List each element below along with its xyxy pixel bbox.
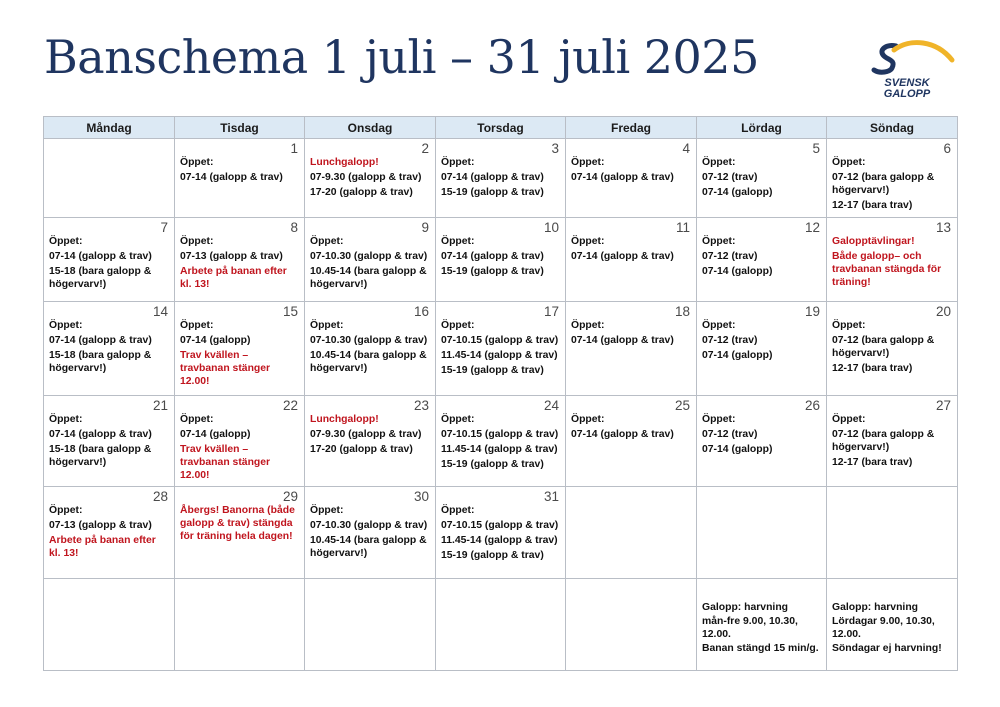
empty-cell bbox=[305, 579, 436, 671]
day-number: 27 bbox=[935, 398, 951, 413]
schedule-line: Öppet: bbox=[180, 414, 214, 425]
day-cell bbox=[305, 302, 436, 396]
schedule-line: Öppet: bbox=[180, 157, 214, 168]
logo-swoosh-icon bbox=[866, 40, 958, 80]
svensk-galopp-logo bbox=[866, 40, 958, 104]
week-row bbox=[44, 218, 958, 302]
schedule-line: Öppet: bbox=[441, 236, 475, 247]
note-line: Banan stängd 15 min/g. bbox=[702, 643, 819, 654]
day-number: 31 bbox=[543, 489, 559, 504]
day-number: 7 bbox=[160, 220, 168, 235]
schedule-line: Öppet: bbox=[571, 236, 605, 247]
schedule-line: 07-14 (galopp & trav) bbox=[571, 172, 674, 183]
schedule-line: 07-12 (trav) bbox=[702, 172, 758, 183]
schedule-line: Öppet: bbox=[441, 505, 475, 516]
day-number: 23 bbox=[413, 398, 429, 413]
schedule-line: 10.45-14 (bara galopp & högervarv!) bbox=[310, 266, 427, 290]
schedule-line: Öppet: bbox=[702, 320, 736, 331]
day-number: 30 bbox=[413, 489, 429, 504]
day-cell bbox=[566, 396, 697, 487]
alert-text: Galopptävlingar! bbox=[832, 236, 915, 247]
empty-cell bbox=[175, 579, 305, 671]
empty-cell bbox=[697, 487, 827, 579]
day-cell bbox=[566, 139, 697, 218]
schedule-line: Öppet: bbox=[49, 414, 83, 425]
day-cell bbox=[566, 218, 697, 302]
week-row bbox=[44, 302, 958, 396]
day-number: 17 bbox=[543, 304, 559, 319]
note-line: mån-fre 9.00, 10.30, 12.00. bbox=[702, 616, 798, 640]
schedule-line: Öppet: bbox=[702, 236, 736, 247]
alert-text: Arbete på banan efter kl. 13! bbox=[49, 535, 156, 559]
day-cell bbox=[697, 218, 827, 302]
schedule-line: 10.45-14 (bara galopp & högervarv!) bbox=[310, 350, 427, 374]
day-cell bbox=[697, 396, 827, 487]
day-cell bbox=[175, 218, 305, 302]
schedule-line: Öppet: bbox=[180, 320, 214, 331]
day-number: 13 bbox=[935, 220, 951, 235]
schedule-line: Öppet: bbox=[571, 414, 605, 425]
day-number: 25 bbox=[674, 398, 690, 413]
day-cell bbox=[175, 396, 305, 487]
week-row bbox=[44, 139, 958, 218]
alert-text: Åbergs! Banorna (både galopp & trav) stängda för träning hela dagen! bbox=[180, 505, 295, 542]
schedule-calendar bbox=[43, 116, 958, 671]
weekday-header: Söndag bbox=[827, 117, 958, 139]
day-cell bbox=[44, 218, 175, 302]
schedule-line: 15-19 (galopp & trav) bbox=[441, 550, 544, 561]
schedule-line: 17-20 (galopp & trav) bbox=[310, 187, 413, 198]
week-row bbox=[44, 487, 958, 579]
day-number: 29 bbox=[282, 489, 298, 504]
day-number: 2 bbox=[421, 141, 429, 156]
schedule-line: 07-12 (bara galopp & högervarv!) bbox=[832, 335, 935, 359]
weekday-header-row bbox=[44, 117, 958, 139]
schedule-line: 07-14 (galopp & trav) bbox=[180, 172, 283, 183]
empty-cell bbox=[566, 487, 697, 579]
schedule-line: 11.45-14 (galopp & trav) bbox=[441, 444, 558, 455]
day-number: 6 bbox=[943, 141, 951, 156]
day-number: 19 bbox=[804, 304, 820, 319]
schedule-line: Öppet: bbox=[702, 157, 736, 168]
day-number: 9 bbox=[421, 220, 429, 235]
schedule-line: 07-12 (bara galopp & högervarv!) bbox=[832, 429, 935, 453]
week-row bbox=[44, 396, 958, 487]
schedule-line: 07-14 (galopp) bbox=[702, 444, 773, 455]
day-number: 3 bbox=[551, 141, 559, 156]
schedule-line: 07-9.30 (galopp & trav) bbox=[310, 429, 422, 440]
alert-text: Lunchgalopp! bbox=[310, 414, 379, 425]
schedule-line: 15-18 (bara galopp & högervarv!) bbox=[49, 350, 152, 374]
day-number: 4 bbox=[682, 141, 690, 156]
day-number: 12 bbox=[804, 220, 820, 235]
day-number: 26 bbox=[804, 398, 820, 413]
schedule-line: 07-10.15 (galopp & trav) bbox=[441, 520, 559, 531]
schedule-line: Öppet: bbox=[310, 320, 344, 331]
weekday-header: Tisdag bbox=[175, 117, 305, 139]
harvning-notes-row bbox=[44, 579, 958, 671]
schedule-line: 07-10.30 (galopp & trav) bbox=[310, 520, 428, 531]
day-cell bbox=[436, 302, 566, 396]
schedule-line: Öppet: bbox=[832, 414, 866, 425]
weekday-header: Onsdag bbox=[305, 117, 436, 139]
day-cell bbox=[436, 396, 566, 487]
page-title: Banschema 1 juli – 31 juli 2025 bbox=[44, 30, 759, 84]
schedule-line: 12-17 (bara trav) bbox=[832, 457, 913, 468]
day-cell bbox=[44, 396, 175, 487]
schedule-line: 15-19 (galopp & trav) bbox=[441, 459, 544, 470]
schedule-line: 11.45-14 (galopp & trav) bbox=[441, 350, 558, 361]
day-cell bbox=[827, 302, 958, 396]
day-number: 1 bbox=[290, 141, 298, 156]
day-cell bbox=[305, 218, 436, 302]
day-cell bbox=[827, 139, 958, 218]
day-cell bbox=[175, 302, 305, 396]
schedule-line: Öppet: bbox=[832, 157, 866, 168]
schedule-line: 07-14 (galopp & trav) bbox=[49, 429, 152, 440]
schedule-line: 12-17 (bara trav) bbox=[832, 363, 913, 374]
day-cell bbox=[566, 302, 697, 396]
schedule-line: 07-10.15 (galopp & trav) bbox=[441, 429, 559, 440]
alert-text: Både galopp– och travbanan stängda för träning! bbox=[832, 251, 942, 288]
schedule-line: Öppet: bbox=[310, 505, 344, 516]
empty-cell bbox=[566, 579, 697, 671]
weekday-header: Lördag bbox=[697, 117, 827, 139]
schedule-line: Öppet: bbox=[571, 157, 605, 168]
schedule-line: 07-14 (galopp & trav) bbox=[441, 172, 544, 183]
schedule-line: 10.45-14 (bara galopp & högervarv!) bbox=[310, 535, 427, 559]
schedule-line: 15-19 (galopp & trav) bbox=[441, 266, 544, 277]
schedule-line: 07-14 (galopp) bbox=[702, 350, 773, 361]
schedule-line: 15-19 (galopp & trav) bbox=[441, 187, 544, 198]
day-cell bbox=[305, 396, 436, 487]
day-number: 28 bbox=[152, 489, 168, 504]
schedule-line: 07-14 (galopp & trav) bbox=[49, 335, 152, 346]
logo-wordmark bbox=[872, 78, 942, 100]
schedule-line: 07-14 (galopp & trav) bbox=[571, 335, 674, 346]
day-number: 11 bbox=[675, 220, 690, 235]
weekday-header: Måndag bbox=[44, 117, 175, 139]
alert-text: Lunchgalopp! bbox=[310, 157, 379, 168]
schedule-line: Öppet: bbox=[702, 414, 736, 425]
schedule-line: 07-13 (galopp & trav) bbox=[49, 520, 152, 531]
schedule-line: 15-18 (bara galopp & högervarv!) bbox=[49, 266, 152, 290]
schedule-line: 07-12 (trav) bbox=[702, 429, 758, 440]
day-cell bbox=[827, 396, 958, 487]
schedule-line: 07-12 (bara galopp & högervarv!) bbox=[832, 172, 935, 196]
schedule-line: Öppet: bbox=[49, 320, 83, 331]
day-number: 20 bbox=[935, 304, 951, 319]
day-cell bbox=[305, 139, 436, 218]
empty-cell bbox=[44, 579, 175, 671]
day-cell bbox=[436, 218, 566, 302]
weekday-header: Fredag bbox=[566, 117, 697, 139]
logo-text-top: SVENSK bbox=[884, 77, 930, 89]
sunday-harvning-note bbox=[827, 579, 958, 671]
schedule-line: 12-17 (bara trav) bbox=[832, 200, 913, 211]
schedule-line: 07-14 (galopp & trav) bbox=[441, 251, 544, 262]
day-number: 18 bbox=[674, 304, 690, 319]
day-cell bbox=[44, 302, 175, 396]
schedule-line: 07-14 (galopp) bbox=[702, 187, 773, 198]
schedule-line: Öppet: bbox=[49, 236, 83, 247]
saturday-harvning-note bbox=[697, 579, 827, 671]
day-number: 14 bbox=[152, 304, 168, 319]
note-line: Galopp: harvning bbox=[832, 602, 919, 613]
note-line: Lördagar 9.00, 10.30, 12.00. bbox=[832, 616, 935, 640]
weekday-header: Torsdag bbox=[436, 117, 566, 139]
schedule-line: 07-13 (galopp & trav) bbox=[180, 251, 283, 262]
logo-text-bottom: GALOPP bbox=[883, 88, 931, 100]
schedule-line: 07-14 (galopp) bbox=[702, 266, 773, 277]
day-cell bbox=[305, 487, 436, 579]
schedule-line: 07-14 (galopp & trav) bbox=[571, 251, 674, 262]
schedule-line: 07-9.30 (galopp & trav) bbox=[310, 172, 422, 183]
day-cell bbox=[436, 139, 566, 218]
day-cell bbox=[44, 487, 175, 579]
calendar-body bbox=[44, 139, 958, 671]
empty-cell bbox=[827, 487, 958, 579]
schedule-line: Öppet: bbox=[441, 414, 475, 425]
empty-cell bbox=[44, 139, 175, 218]
schedule-line: 07-10.15 (galopp & trav) bbox=[441, 335, 559, 346]
day-number: 8 bbox=[290, 220, 298, 235]
schedule-line: Öppet: bbox=[441, 320, 475, 331]
schedule-line: 07-14 (galopp & trav) bbox=[571, 429, 674, 440]
day-cell bbox=[175, 487, 305, 579]
note-line: Galopp: harvning bbox=[702, 602, 789, 613]
schedule-line: 17-20 (galopp & trav) bbox=[310, 444, 413, 455]
schedule-line: 07-12 (trav) bbox=[702, 335, 758, 346]
day-number: 24 bbox=[543, 398, 559, 413]
day-cell bbox=[827, 218, 958, 302]
schedule-line: 11.45-14 (galopp & trav) bbox=[441, 535, 558, 546]
day-number: 22 bbox=[282, 398, 298, 413]
schedule-line: 07-12 (trav) bbox=[702, 251, 758, 262]
day-number: 10 bbox=[543, 220, 559, 235]
schedule-line: Öppet: bbox=[49, 505, 83, 516]
note-line: Söndagar ej harvning! bbox=[832, 643, 942, 654]
schedule-line: Öppet: bbox=[571, 320, 605, 331]
alert-text: Trav kvällen – travbanan stänger 12.00! bbox=[180, 350, 271, 387]
day-number: 5 bbox=[812, 141, 820, 156]
schedule-line: Öppet: bbox=[441, 157, 475, 168]
day-number: 21 bbox=[152, 398, 168, 413]
schedule-line: Öppet: bbox=[180, 236, 214, 247]
day-cell bbox=[175, 139, 305, 218]
schedule-line: 15-18 (bara galopp & högervarv!) bbox=[49, 444, 152, 468]
schedule-line: Öppet: bbox=[310, 236, 344, 247]
schedule-line: 07-14 (galopp & trav) bbox=[49, 251, 152, 262]
schedule-line: 15-19 (galopp & trav) bbox=[441, 365, 544, 376]
day-cell bbox=[697, 302, 827, 396]
day-number: 16 bbox=[413, 304, 429, 319]
day-number: 15 bbox=[282, 304, 298, 319]
schedule-line: 07-14 (galopp) bbox=[180, 429, 251, 440]
alert-text: Trav kvällen – travbanan stänger 12.00! bbox=[180, 444, 271, 481]
schedule-line: Öppet: bbox=[832, 320, 866, 331]
schedule-line: 07-10.30 (galopp & trav) bbox=[310, 335, 428, 346]
schedule-line: 07-14 (galopp) bbox=[180, 335, 251, 346]
alert-text: Arbete på banan efter kl. 13! bbox=[180, 266, 287, 290]
day-cell bbox=[697, 139, 827, 218]
day-cell bbox=[436, 487, 566, 579]
schedule-line: 07-10.30 (galopp & trav) bbox=[310, 251, 428, 262]
empty-cell bbox=[436, 579, 566, 671]
